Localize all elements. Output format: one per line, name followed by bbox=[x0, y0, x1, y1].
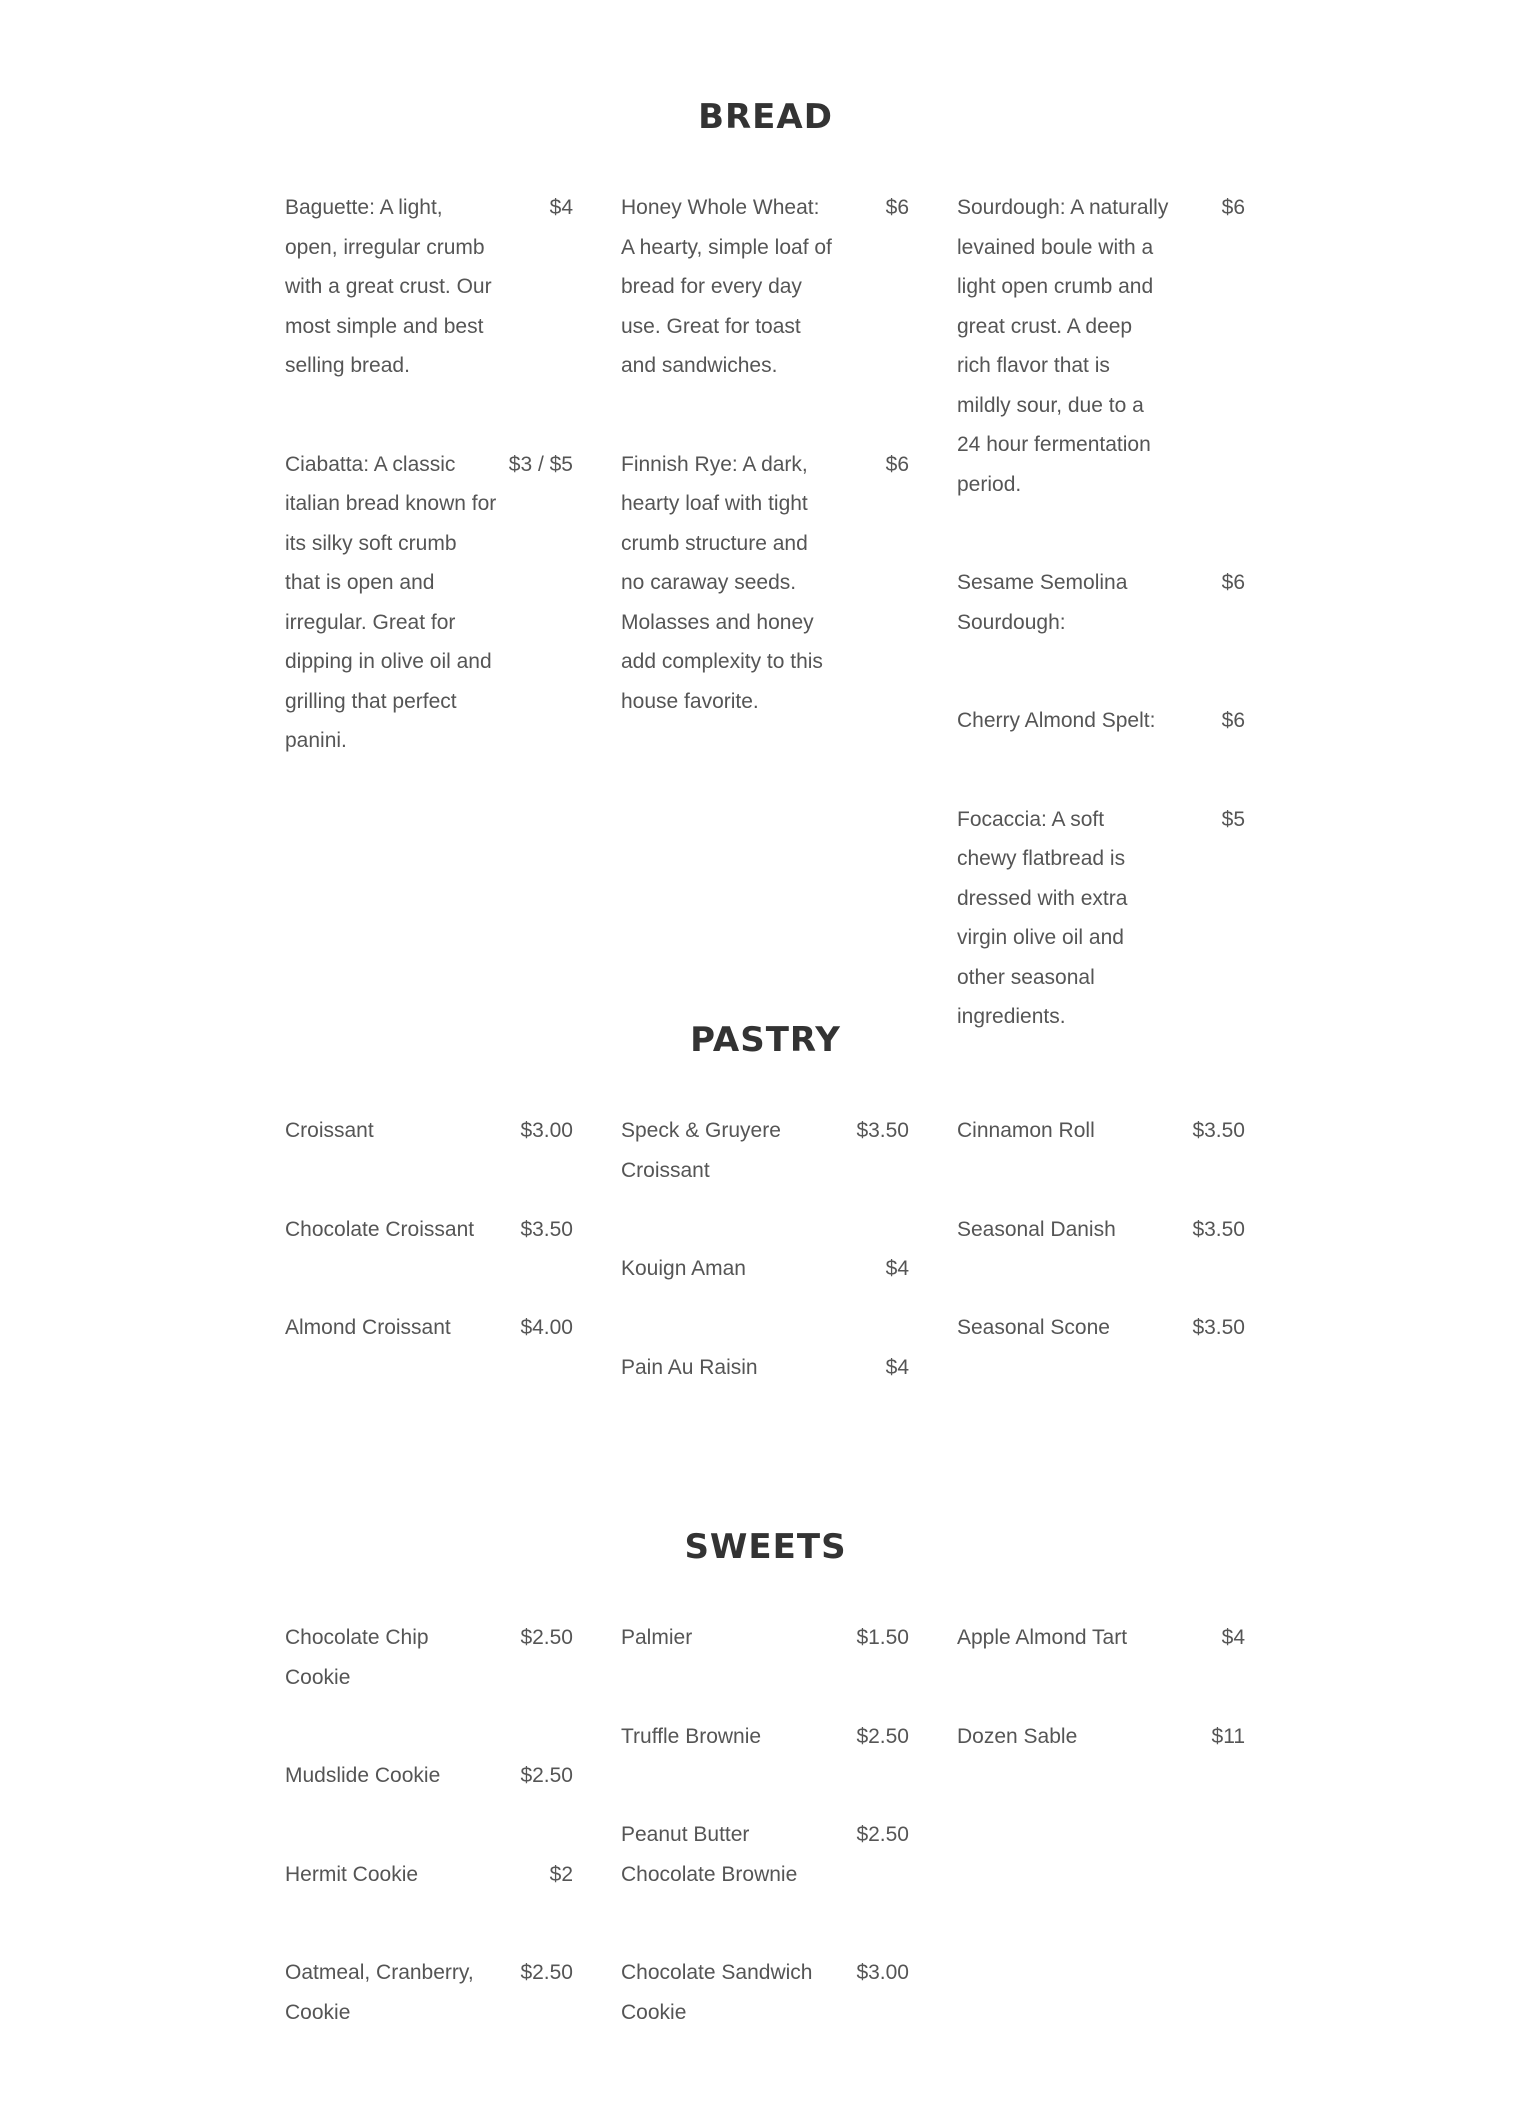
item-description: Honey Whole Wheat: A hearty, simple loaf of bread for every day use. Great for toast and sandwiches. bbox=[621, 196, 832, 377]
item-description: Peanut Butter Chocolate Brownie bbox=[621, 1823, 798, 1886]
item-price: $6 bbox=[885, 452, 909, 476]
item-price: $2.50 bbox=[856, 1724, 909, 1748]
item-price: $3 / $5 bbox=[508, 452, 573, 476]
item-description: Focaccia: A soft chewy flatbread is dressed with extra virgin olive oil and other seasonal ingredients. bbox=[957, 807, 1128, 1028]
item-price: $2.50 bbox=[520, 1764, 573, 1787]
menu-item bbox=[285, 1855, 573, 1895]
menu-item bbox=[957, 1717, 1245, 1757]
menu-item bbox=[621, 1618, 909, 1658]
item-price: $2.50 bbox=[520, 1626, 573, 1649]
item-description: Kouign Aman bbox=[621, 1257, 746, 1280]
item-price: $2 bbox=[549, 1862, 573, 1886]
item-price: $11 bbox=[1211, 1724, 1245, 1748]
menu-item bbox=[621, 445, 909, 722]
pastry-column-1 bbox=[285, 1111, 573, 1407]
menu-item bbox=[621, 1717, 909, 1757]
menu-item bbox=[621, 188, 909, 386]
item-price: $2.50 bbox=[856, 1823, 909, 1846]
item-price: $1.50 bbox=[856, 1626, 909, 1649]
menu-item bbox=[957, 1618, 1245, 1658]
menu-item bbox=[285, 1111, 573, 1151]
item-price: $4 bbox=[885, 1355, 909, 1379]
item-price: $3.50 bbox=[1192, 1316, 1245, 1339]
item-description: Cinnamon Roll bbox=[957, 1119, 1095, 1142]
menu-item bbox=[957, 800, 1245, 1037]
item-price: $3.50 bbox=[1192, 1119, 1245, 1142]
item-description: Chocolate Croissant bbox=[285, 1217, 475, 1241]
bread-column-3 bbox=[957, 188, 1245, 1096]
item-description: Sourdough: A naturally levained boule with a light open crumb and great crust. A deep rich flavor that is mildly sour, due to a 24 hour fermentation period. bbox=[957, 196, 1169, 496]
menu-item bbox=[285, 1308, 573, 1348]
item-description: Mudslide Cookie bbox=[285, 1764, 441, 1787]
item-price: $3.00 bbox=[520, 1119, 573, 1142]
menu-item bbox=[957, 188, 1245, 504]
item-description: Finnish Rye: A dark, hearty loaf with tight crumb structure and no caraway seeds. Molasses and honey add complexity to this house favorite. bbox=[621, 452, 823, 713]
menu-item bbox=[957, 1210, 1245, 1250]
menu-item bbox=[621, 1348, 909, 1388]
menu-item bbox=[621, 1111, 909, 1190]
item-description: Ciabatta: A classic italian bread known for its silky soft crumb that is open and irregular. Great for dipping in olive oil and grilling that perfect panini. bbox=[285, 452, 497, 752]
item-description: Oatmeal, Cranberry, Cookie bbox=[285, 1961, 474, 2024]
item-description: Baguette: A light, open, irregular crumb with a great crust. Our most simple and best selling bread. bbox=[285, 196, 492, 377]
item-price: $5 bbox=[1221, 807, 1245, 831]
item-description: Chocolate Chip Cookie bbox=[285, 1626, 429, 1689]
bread-column-2 bbox=[621, 188, 909, 780]
pastry-column-3 bbox=[957, 1111, 1245, 1407]
menu-item bbox=[285, 1953, 573, 2032]
item-description: Seasonal Danish bbox=[957, 1217, 1116, 1241]
item-price: $6 bbox=[885, 196, 909, 219]
item-description: Cherry Almond Spelt: bbox=[957, 709, 1156, 732]
menu-item bbox=[957, 1308, 1245, 1348]
item-description: Chocolate Sandwich Cookie bbox=[621, 1961, 813, 2024]
sweets-column-2 bbox=[621, 1618, 909, 2091]
item-price: $3.00 bbox=[856, 1961, 909, 1984]
menu-item bbox=[285, 1210, 573, 1250]
item-description: Dozen Sable bbox=[957, 1724, 1078, 1748]
menu-item bbox=[621, 1953, 909, 2032]
bread-column-1 bbox=[285, 188, 573, 820]
item-description: Sesame Semolina Sourdough: bbox=[957, 571, 1128, 634]
item-price: $2.50 bbox=[520, 1961, 573, 1984]
menu-item bbox=[957, 1111, 1245, 1151]
item-description: Seasonal Scone bbox=[957, 1316, 1110, 1339]
item-description: Speck & Gruyere Croissant bbox=[621, 1119, 781, 1182]
item-description: Palmier bbox=[621, 1626, 693, 1649]
section-title-sweets: SWEETS bbox=[684, 1527, 847, 1567]
section-title-pastry: PASTRY bbox=[690, 1020, 841, 1060]
item-description: Apple Almond Tart bbox=[957, 1626, 1128, 1649]
menu-item bbox=[621, 1249, 909, 1289]
menu-item bbox=[285, 188, 573, 386]
pastry-column-2 bbox=[621, 1111, 909, 1446]
menu-item bbox=[621, 1815, 909, 1894]
menu-item bbox=[285, 445, 573, 761]
item-price: $6 bbox=[1221, 571, 1245, 594]
menu-item bbox=[957, 701, 1245, 741]
item-price: $4.00 bbox=[520, 1316, 573, 1339]
item-description: Pain Au Raisin bbox=[621, 1355, 758, 1379]
menu-item bbox=[285, 1756, 573, 1796]
item-price: $4 bbox=[549, 196, 573, 219]
menu-item bbox=[957, 563, 1245, 642]
item-price: $4 bbox=[885, 1257, 909, 1280]
item-description: Truffle Brownie bbox=[621, 1724, 762, 1748]
item-price: $3.50 bbox=[856, 1119, 909, 1142]
menu-item bbox=[285, 1618, 573, 1697]
item-price: $6 bbox=[1221, 196, 1245, 219]
item-price: $6 bbox=[1221, 709, 1245, 732]
item-price: $3.50 bbox=[1192, 1217, 1245, 1241]
item-price: $3.50 bbox=[520, 1217, 573, 1241]
section-title-bread: BREAD bbox=[698, 97, 833, 137]
item-description: Hermit Cookie bbox=[285, 1862, 419, 1886]
sweets-column-3 bbox=[957, 1618, 1245, 1815]
item-price: $4 bbox=[1221, 1626, 1245, 1649]
sweets-column-1 bbox=[285, 1618, 573, 2091]
item-description: Almond Croissant bbox=[285, 1316, 451, 1339]
item-description: Croissant bbox=[285, 1119, 374, 1142]
